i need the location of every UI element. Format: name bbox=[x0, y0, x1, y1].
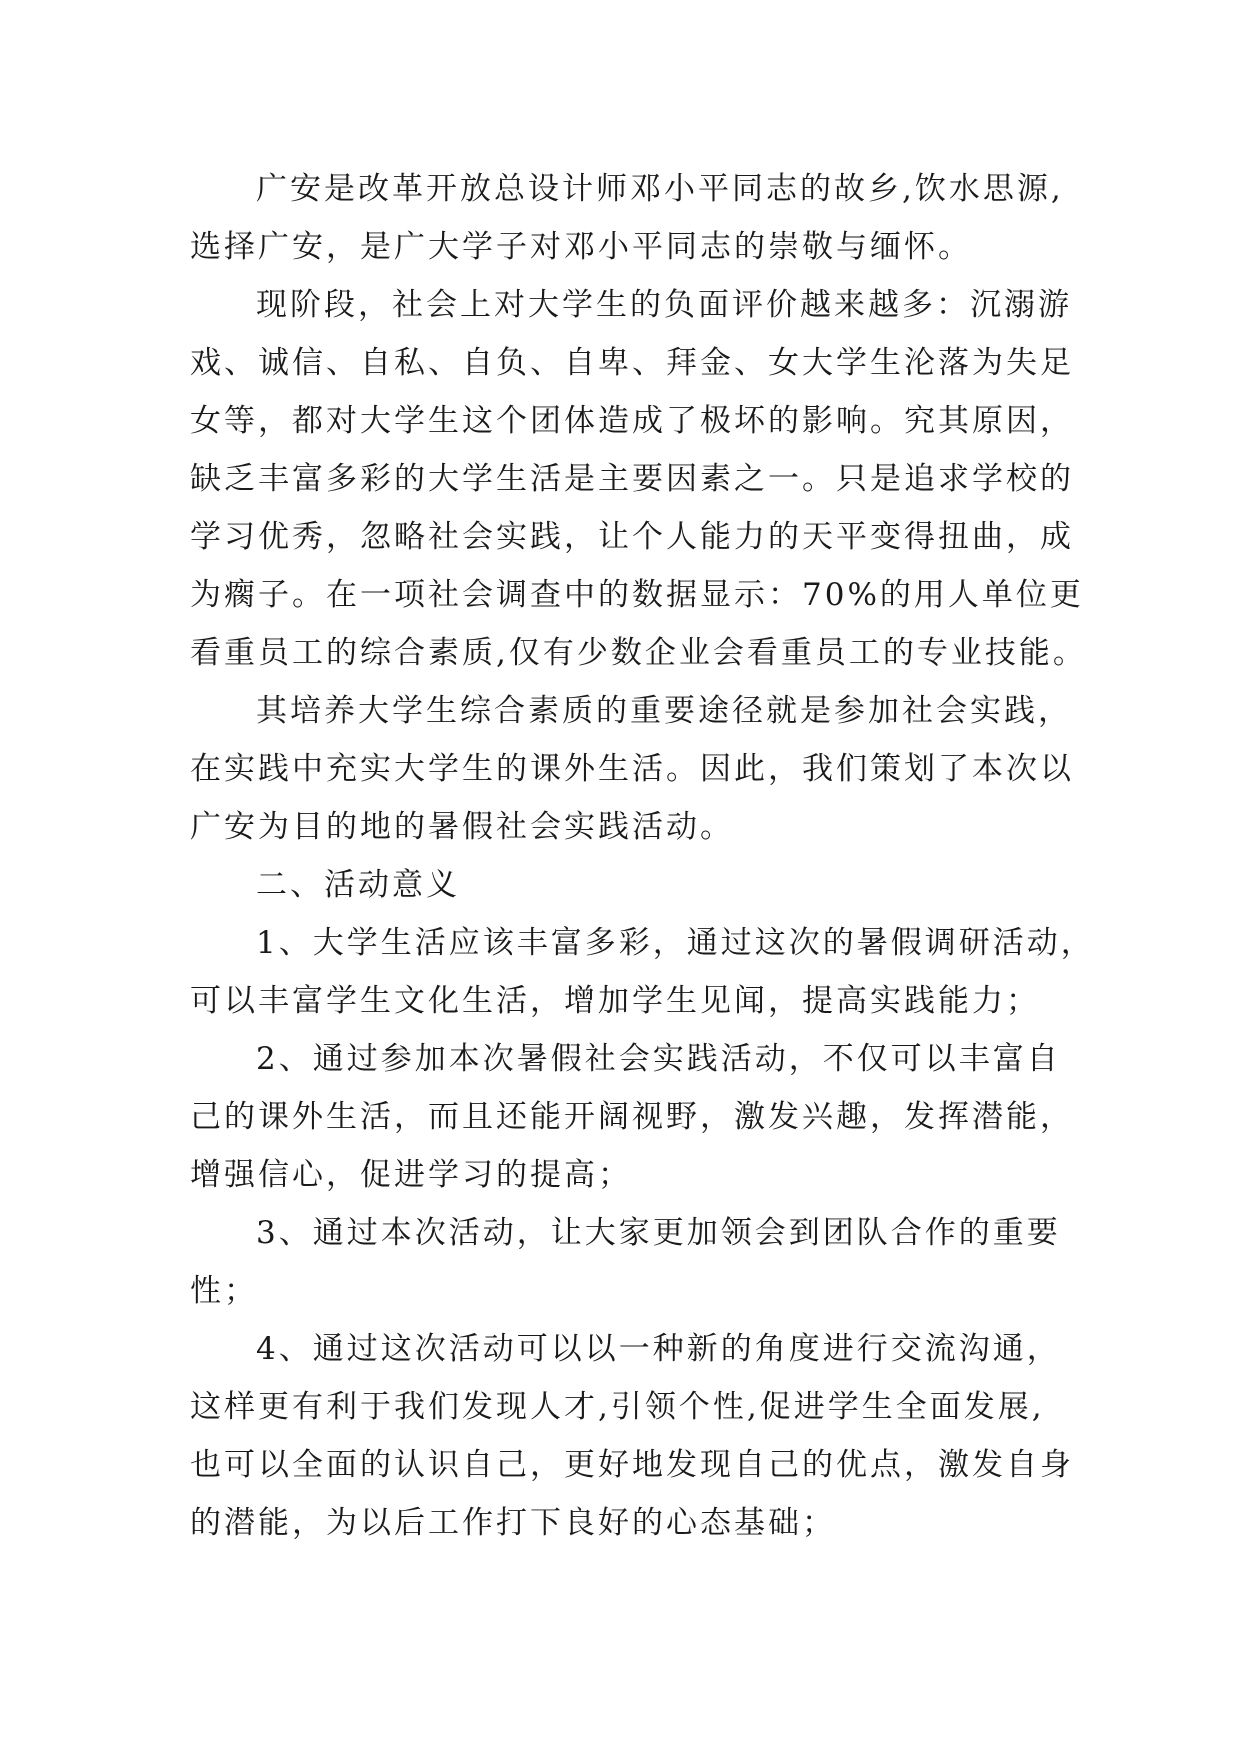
document-line: 1、大学生活应该丰富多彩，通过这次的暑假调研活动， bbox=[256, 925, 1095, 961]
document-line: 己的课外生活，而且还能开阔视野，激发兴趣，发挥潜能， bbox=[190, 1099, 1074, 1135]
document-line: 也可以全面的认识自己，更好地发现自己的优点，激发自身 bbox=[190, 1447, 1074, 1483]
document-line: 缺乏丰富多彩的大学生活是主要因素之一。只是追求学校的 bbox=[190, 461, 1074, 497]
document-line: 广安为目的地的暑假社会实践活动。 bbox=[190, 809, 734, 845]
document-line: 选择广安，是广大学子对邓小平同志的崇敬与缅怀。 bbox=[190, 229, 972, 265]
document-line: 性； bbox=[190, 1273, 258, 1309]
document-line: 增强信心，促进学习的提高； bbox=[190, 1157, 632, 1193]
document-line: 在实践中充实大学生的课外生活。因此，我们策划了本次以 bbox=[190, 751, 1074, 787]
document-line: 看重员工的综合素质,仅有少数企业会看重员工的专业技能。 bbox=[190, 635, 1087, 671]
document-line: 3、通过本次活动，让大家更加领会到团队合作的重要 bbox=[256, 1215, 1061, 1251]
document-line: 现阶段，社会上对大学生的负面评价越来越多：沉溺游 bbox=[256, 287, 1072, 323]
document-body bbox=[190, 160, 1095, 1552]
document-line: 为瘸子。在一项社会调查中的数据显示：70%的用人单位更 bbox=[190, 577, 1084, 613]
document-line: 其培养大学生综合素质的重要途径就是参加社会实践， bbox=[256, 693, 1072, 729]
document-line: 女等，都对大学生这个团体造成了极坏的影响。究其原因， bbox=[190, 403, 1074, 439]
document-line: 二、活动意义 bbox=[256, 867, 460, 903]
document-line: 4、通过这次活动可以以一种新的角度进行交流沟通， bbox=[256, 1331, 1061, 1367]
document-line: 学习优秀，忽略社会实践，让个人能力的天平变得扭曲，成 bbox=[190, 519, 1074, 555]
document-line: 的潜能，为以后工作打下良好的心态基础； bbox=[190, 1505, 836, 1541]
document-line: 可以丰富学生文化生活，增加学生见闻，提高实践能力； bbox=[190, 983, 1040, 1019]
document-line: 戏、诚信、自私、自负、自卑、拜金、女大学生沦落为失足 bbox=[190, 345, 1074, 381]
document-line: 这样更有利于我们发现人才,引领个性,促进学生全面发展, bbox=[190, 1389, 1045, 1425]
document-line: 2、通过参加本次暑假社会实践活动，不仅可以丰富自 bbox=[256, 1041, 1061, 1077]
document-line: 广安是改革开放总设计师邓小平同志的故乡,饮水思源, bbox=[256, 171, 1064, 207]
